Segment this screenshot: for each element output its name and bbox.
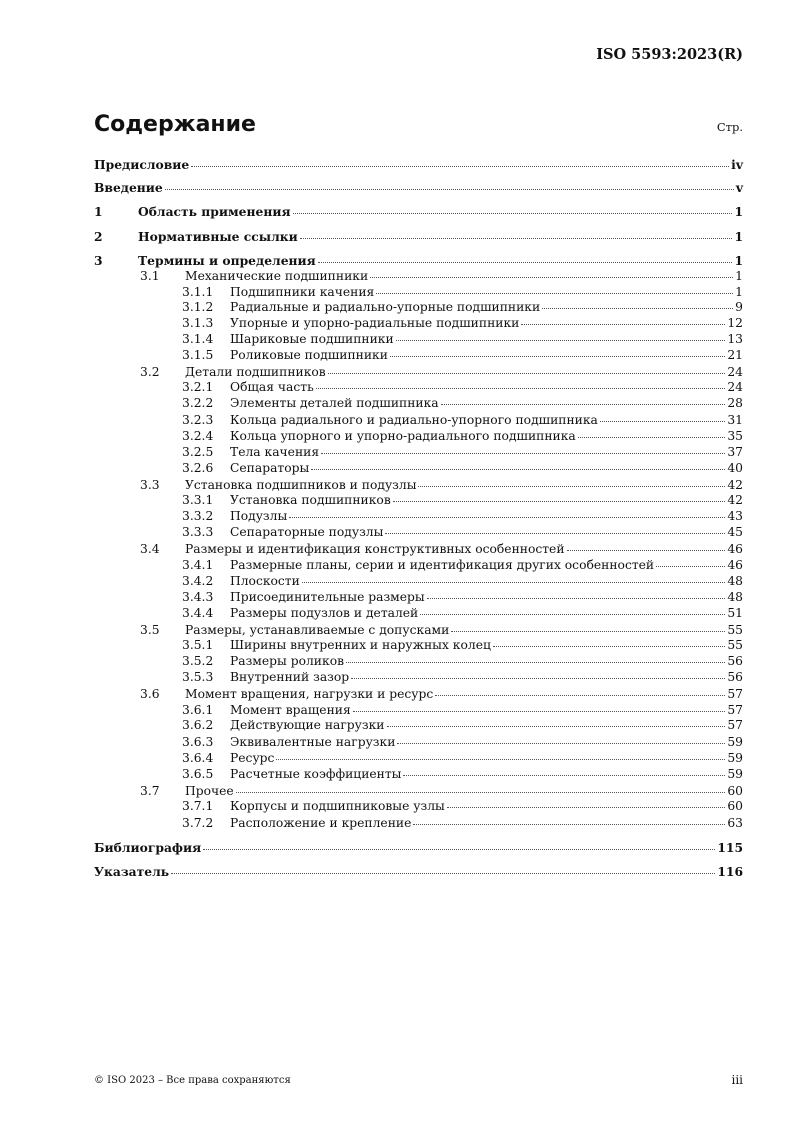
- toc-entry-page: 9: [735, 300, 743, 314]
- toc-entry-title: Размеры и идентификация конструктивных особенностей: [185, 542, 565, 556]
- dot-leader: [447, 807, 726, 808]
- dot-leader: [435, 695, 725, 696]
- toc-entry-page: 59: [727, 767, 743, 781]
- toc-entry-number: 3.5.2: [182, 654, 214, 668]
- dot-leader: [300, 238, 733, 239]
- toc-entry[interactable]: [182, 590, 743, 604]
- toc-entry-number: 3.5.3: [182, 670, 214, 684]
- toc-entry-number: 3.1.3: [182, 316, 214, 330]
- toc-entry-title: Установка подшипников и подузлы: [185, 478, 417, 492]
- toc-entry[interactable]: [182, 670, 743, 684]
- toc-entry-number: 3.3.3: [182, 525, 214, 539]
- toc-entry-title: Нормативные ссылки: [138, 229, 298, 244]
- toc-entry-title: Указатель: [94, 864, 170, 879]
- toc-entry-title: Общая часть: [230, 380, 314, 394]
- toc-entry[interactable]: [182, 767, 743, 781]
- toc-entry-page: 35: [727, 429, 743, 443]
- toc-entry-page: 37: [727, 445, 743, 459]
- toc-entry-title: Момент вращения: [230, 703, 351, 717]
- dot-leader: [441, 404, 726, 405]
- toc-entry-number: 3.6.2: [182, 718, 214, 732]
- toc-entry-number: 3.6.1: [182, 703, 214, 717]
- toc-entry[interactable]: [182, 574, 743, 588]
- toc-entry[interactable]: [94, 157, 743, 172]
- toc-entry-number: 3.6.3: [182, 735, 214, 749]
- toc-entry[interactable]: [182, 751, 743, 765]
- toc-entry[interactable]: [182, 348, 743, 362]
- dot-leader: [191, 166, 729, 167]
- toc-entry-page: 57: [727, 718, 743, 732]
- toc-entry-number: 3.1.5: [182, 348, 214, 362]
- toc-entry-page: 45: [727, 525, 743, 539]
- dot-leader: [316, 388, 726, 389]
- toc-entry-page: 40: [727, 461, 743, 475]
- toc-entry-title: Присоединительные размеры: [230, 590, 425, 604]
- toc-entry-title: Ресурс: [230, 751, 275, 765]
- dot-leader: [165, 189, 734, 190]
- dot-leader: [413, 824, 725, 825]
- toc-entry-page: 63: [727, 816, 743, 830]
- toc-entry-title: Прочее: [185, 784, 234, 798]
- dot-leader: [393, 501, 726, 502]
- toc-entry[interactable]: [182, 799, 743, 813]
- toc-entry[interactable]: [182, 445, 743, 459]
- toc-entry[interactable]: [140, 623, 743, 637]
- toc-entry-title: Детали подшипников: [185, 365, 326, 379]
- toc-entry-number: 3.2.1: [182, 380, 214, 394]
- toc-entry-title: Расчетные коэффициенты: [230, 767, 402, 781]
- toc-entry-title: Радиальные и радиально-упорные подшипники: [230, 300, 541, 314]
- dot-leader: [396, 340, 726, 341]
- toc-entry-page: 24: [727, 380, 743, 394]
- dot-leader: [276, 759, 725, 760]
- toc-entry-number: 3.1: [140, 269, 160, 283]
- dot-leader: [387, 726, 726, 727]
- document-id: ISO 5593:2023(R): [596, 46, 743, 63]
- toc-entry-title: Ширины внутренних и наружных колец: [230, 638, 491, 652]
- toc-entry-page: 59: [727, 751, 743, 765]
- toc-entry-page: 28: [727, 396, 743, 410]
- toc-entry-title: Предисловие: [94, 157, 190, 172]
- dot-leader: [311, 469, 725, 470]
- toc-entry[interactable]: [140, 687, 743, 701]
- dot-leader: [542, 308, 733, 309]
- toc-entry-page: 57: [727, 687, 743, 701]
- toc-entry-title: Корпусы и подшипниковые узлы: [230, 799, 445, 813]
- toc-entry-number: 3.6.5: [182, 767, 214, 781]
- toc-entry-title: Область применения: [138, 204, 291, 219]
- toc-entry-title: Установка подшипников: [230, 493, 391, 507]
- dot-leader: [427, 598, 726, 599]
- toc-entry-number: 3.2.5: [182, 445, 214, 459]
- dot-leader: [390, 356, 725, 357]
- toc-entry-title: Плоскости: [230, 574, 300, 588]
- toc-entry-page: 42: [727, 493, 743, 507]
- toc-entry-number: 3.6: [140, 687, 160, 701]
- toc-entry[interactable]: [140, 542, 743, 556]
- toc-entry-title: Размеры подузлов и деталей: [230, 606, 419, 620]
- toc-entry-page: 56: [727, 654, 743, 668]
- toc-entry[interactable]: [182, 285, 743, 299]
- toc-entry-title: Сепараторы: [230, 461, 310, 475]
- toc-entry-number: 3.4.1: [182, 558, 214, 572]
- toc-entry[interactable]: [182, 493, 743, 507]
- toc-entry-page: 21: [727, 348, 743, 362]
- toc-entry-title: Упорные и упорно-радиальные подшипники: [230, 316, 520, 330]
- toc-entry[interactable]: [140, 269, 743, 283]
- toc-entry-number: 3.7.2: [182, 816, 214, 830]
- toc-entry[interactable]: [182, 718, 743, 732]
- toc-entry[interactable]: [94, 204, 743, 219]
- toc-entry-number: 3.1.2: [182, 300, 214, 314]
- toc-entry-page: 31: [727, 413, 743, 427]
- toc-entry[interactable]: [94, 180, 743, 195]
- toc-entry-page: 48: [727, 590, 743, 604]
- dot-leader: [397, 743, 725, 744]
- toc-entry-title: Кольца упорного и упорно-радиального подшипника: [230, 429, 576, 443]
- toc-entry-title: Введение: [94, 180, 163, 195]
- toc-entry-page: 51: [727, 606, 743, 620]
- toc-entry-page: 42: [727, 478, 743, 492]
- toc-entry-title: Элементы деталей подшипника: [230, 396, 439, 410]
- toc-entry-page: 59: [727, 735, 743, 749]
- toc-entry-page: 13: [727, 332, 743, 346]
- toc-entry-title: Действующие нагрузки: [230, 718, 385, 732]
- toc-entry-number: 3.6.4: [182, 751, 214, 765]
- toc-entry-page: 57: [727, 703, 743, 717]
- toc-entry-title: Тела качения: [230, 445, 320, 459]
- dot-leader: [521, 324, 725, 325]
- toc-entry-title: Момент вращения, нагрузки и ресурс: [185, 687, 434, 701]
- toc-entry-page: 1: [734, 253, 743, 268]
- toc-entry-title: Расположение и крепление: [230, 816, 412, 830]
- toc-entry[interactable]: [182, 703, 743, 717]
- toc-entry-page: 46: [727, 558, 743, 572]
- toc-entry-title: Сепараторные подузлы: [230, 525, 384, 539]
- toc-entry[interactable]: [182, 654, 743, 668]
- toc-entry[interactable]: [182, 509, 743, 523]
- toc-title: Содержание: [94, 112, 256, 137]
- toc-entry-title: Шариковые подшипники: [230, 332, 394, 346]
- toc-entry-title: Размерные планы, серии и идентификация других особенностей: [230, 558, 655, 572]
- toc-entry[interactable]: [182, 332, 743, 346]
- page-column-label: Стр.: [716, 120, 743, 134]
- dot-leader: [236, 792, 726, 793]
- toc-entry-number: 3.7: [140, 784, 160, 798]
- toc-entry[interactable]: [94, 840, 743, 855]
- toc-entry-page: 60: [727, 799, 743, 813]
- dot-leader: [321, 453, 725, 454]
- toc-entry-number: 3.3.2: [182, 509, 214, 523]
- toc-entry-number: 3.5.1: [182, 638, 214, 652]
- toc-entry[interactable]: [182, 638, 743, 652]
- toc-entry-page: 1: [734, 204, 743, 219]
- toc-entry-number: 3.4: [140, 542, 160, 556]
- dot-leader: [353, 711, 726, 712]
- dot-leader: [318, 262, 733, 263]
- dot-leader: [418, 486, 725, 487]
- toc-entry[interactable]: [182, 558, 743, 572]
- toc-entry-page: 1: [734, 229, 743, 244]
- toc-entry-number: 3.2: [140, 365, 160, 379]
- toc-entry[interactable]: [94, 253, 743, 268]
- toc-entry[interactable]: [182, 461, 743, 475]
- dot-leader: [567, 550, 726, 551]
- toc-entry-page: 55: [727, 638, 743, 652]
- toc-entry[interactable]: [182, 816, 743, 830]
- toc-entry-page: 116: [717, 864, 743, 879]
- toc-entry-title: Эквивалентные нагрузки: [230, 735, 396, 749]
- toc-entry-number: 3.4.3: [182, 590, 214, 604]
- dot-leader: [451, 631, 725, 632]
- dot-leader: [171, 873, 715, 874]
- toc-entry-title: Внутренний зазор: [230, 670, 350, 684]
- toc-entry-page: 1: [735, 285, 743, 299]
- toc-entry[interactable]: [182, 380, 743, 394]
- toc-entry[interactable]: [182, 413, 743, 427]
- toc-entry[interactable]: [94, 864, 743, 879]
- dot-leader: [376, 293, 733, 294]
- toc-entry-page: 24: [727, 365, 743, 379]
- toc-entry-number: 3.2.3: [182, 413, 214, 427]
- toc-entry-title: Размеры, устанавливаемые с допусками: [185, 623, 450, 637]
- toc-entry-number: 3.1.1: [182, 285, 214, 299]
- toc-entry[interactable]: [140, 784, 743, 798]
- toc-entry[interactable]: [182, 429, 743, 443]
- toc-entry-title: Подузлы: [230, 509, 288, 523]
- toc-entry-number: 3.1.4: [182, 332, 214, 346]
- dot-leader: [385, 533, 725, 534]
- toc-entry-number: 3.7.1: [182, 799, 214, 813]
- toc-entry-page: 48: [727, 574, 743, 588]
- dot-leader: [289, 517, 725, 518]
- toc-entry[interactable]: [182, 606, 743, 620]
- toc-entry[interactable]: [94, 229, 743, 244]
- toc-entry-title: Термины и определения: [138, 253, 316, 268]
- dot-leader: [420, 614, 725, 615]
- toc-entry-title: Подшипники качения: [230, 285, 375, 299]
- toc-entry-title: Размеры роликов: [230, 654, 345, 668]
- toc-entry-title: Библиография: [94, 840, 202, 855]
- toc-entry-number: 2: [94, 229, 103, 244]
- dot-leader: [370, 277, 733, 278]
- dot-leader: [578, 437, 726, 438]
- toc-entry-title: Кольца радиального и радиально-упорного подшипника: [230, 413, 598, 427]
- toc-entry-page: 56: [727, 670, 743, 684]
- toc-entry[interactable]: [182, 316, 743, 330]
- toc-entry-number: 3.5: [140, 623, 160, 637]
- toc-entry[interactable]: [182, 396, 743, 410]
- toc-entry-page: 12: [727, 316, 743, 330]
- toc-entry-number: 3.3: [140, 478, 160, 492]
- toc-entry-number: 1: [94, 204, 103, 219]
- dot-leader: [203, 849, 715, 850]
- footer-page-number: iii: [731, 1073, 743, 1087]
- toc-entry-number: 3.4.2: [182, 574, 214, 588]
- toc-entry[interactable]: [182, 525, 743, 539]
- dot-leader: [328, 373, 726, 374]
- toc-entry-number: 3.3.1: [182, 493, 214, 507]
- toc-entry-page: v: [735, 180, 743, 195]
- toc-entry-page: 1: [735, 269, 743, 283]
- toc-entry-page: 115: [717, 840, 743, 855]
- dot-leader: [351, 678, 725, 679]
- toc-entry-number: 3.4.4: [182, 606, 214, 620]
- toc-entry-title: Роликовые подшипники: [230, 348, 388, 362]
- toc-entry-number: 3.2.4: [182, 429, 214, 443]
- toc-entry[interactable]: [140, 365, 743, 379]
- toc-entry-number: 3.2.2: [182, 396, 214, 410]
- toc-entry-page: 55: [727, 623, 743, 637]
- dot-leader: [302, 582, 726, 583]
- dot-leader: [600, 421, 725, 422]
- dot-leader: [293, 213, 733, 214]
- toc-entry-title: Механические подшипники: [185, 269, 369, 283]
- dot-leader: [656, 566, 725, 567]
- dot-leader: [403, 775, 725, 776]
- toc-entry-number: 3: [94, 253, 103, 268]
- footer-copyright: © ISO 2023 – Все права сохраняются: [94, 1075, 291, 1086]
- dot-leader: [346, 662, 725, 663]
- toc-entry-page: 60: [727, 784, 743, 798]
- dot-leader: [493, 646, 725, 647]
- toc-entry[interactable]: [182, 300, 743, 314]
- toc-entry-page: iv: [731, 157, 743, 172]
- toc-entry-page: 46: [727, 542, 743, 556]
- toc-entry-page: 43: [727, 509, 743, 523]
- toc-entry[interactable]: [140, 478, 743, 492]
- toc-entry[interactable]: [182, 735, 743, 749]
- toc-entry-number: 3.2.6: [182, 461, 214, 475]
